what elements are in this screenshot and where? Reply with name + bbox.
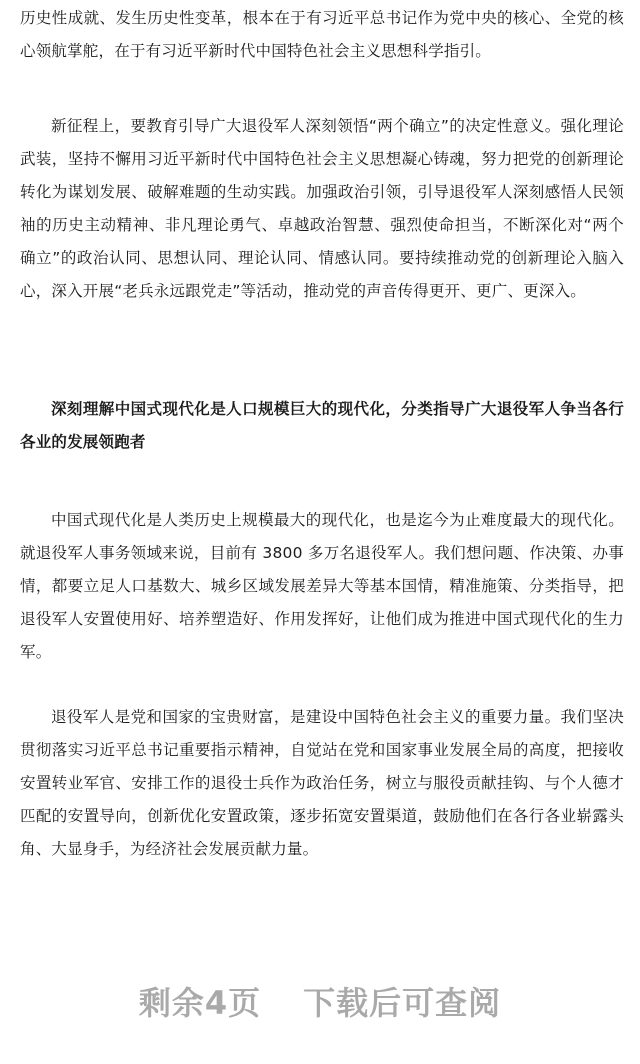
paragraph-theory-armament: 新征程上，要教育引导广大退役军人深刻领悟“两个确立”的决定性意义。强化理论武装，坚持不懈用习近平新时代中国特色社会主义思想凝心铸魂，努力把党的创新理论转化为谋划发展、破解难题的生动实践。加强政治引领，引导退役军人深刻感悟人民领袖的历史主动精神、非凡理论勇气、卓越政治智慧、强烈使命担当，不断深化对“两个确立”的政治认同、思想认同、理论认同、情感认同。要持续推动党的创新理论入脑入心，深入开展“老兵永远跟党走”等活动，推动党的声音传得更开、更广、更深入。: [20, 117, 624, 300]
download-prompt-label: 下载后可查阅: [303, 984, 502, 1022]
paragraph-continued: 历史性成就、发生历史性变革，根本在于有习近平总书记作为党中央的核心、全党的核心领航掌舵，在于有习近平新时代中国特色社会主义思想科学指引。: [20, 9, 624, 60]
paragraph-veterans-resettlement: 退役军人是党和国家的宝贵财富，是建设中国特色社会主义的重要力量。我们坚决贯彻落实习近平总书记重要指示精神，自觉站在党和国家事业发展全局的高度，把接收安置转业军官、安排工作的退役士兵作为政治任务，树立与服役贡献挂钩、与个人德才匹配的安置导向，创新优化安置政策，逐步拓宽安置渠道，鼓励他们在各行各业崭露头角、大显身手，为经济社会发展贡献力量。: [20, 708, 624, 858]
remaining-pages-label: 剩余4页: [138, 984, 262, 1022]
paragraph-modernization: 中国式现代化是人类历史上规模最大的现代化，也是迄今为止难度最大的现代化。就退役军人事务领域来说，目前有 3800 多万名退役军人。我们想问题、作决策、办事情，都要立足人口基数大、城乡区域发展差异大等基本国情，精准施策、分类指导，把退役军人安置使用好、培养塑造好、作用发挥好，让他们成为推进中国式现代化的生力军。: [20, 511, 624, 661]
download-banner[interactable]: [0, 978, 640, 1024]
section-heading: 深刻理解中国式现代化是人口规模巨大的现代化，分类指导广大退役军人争当各行各业的发展领跑者: [20, 400, 624, 451]
